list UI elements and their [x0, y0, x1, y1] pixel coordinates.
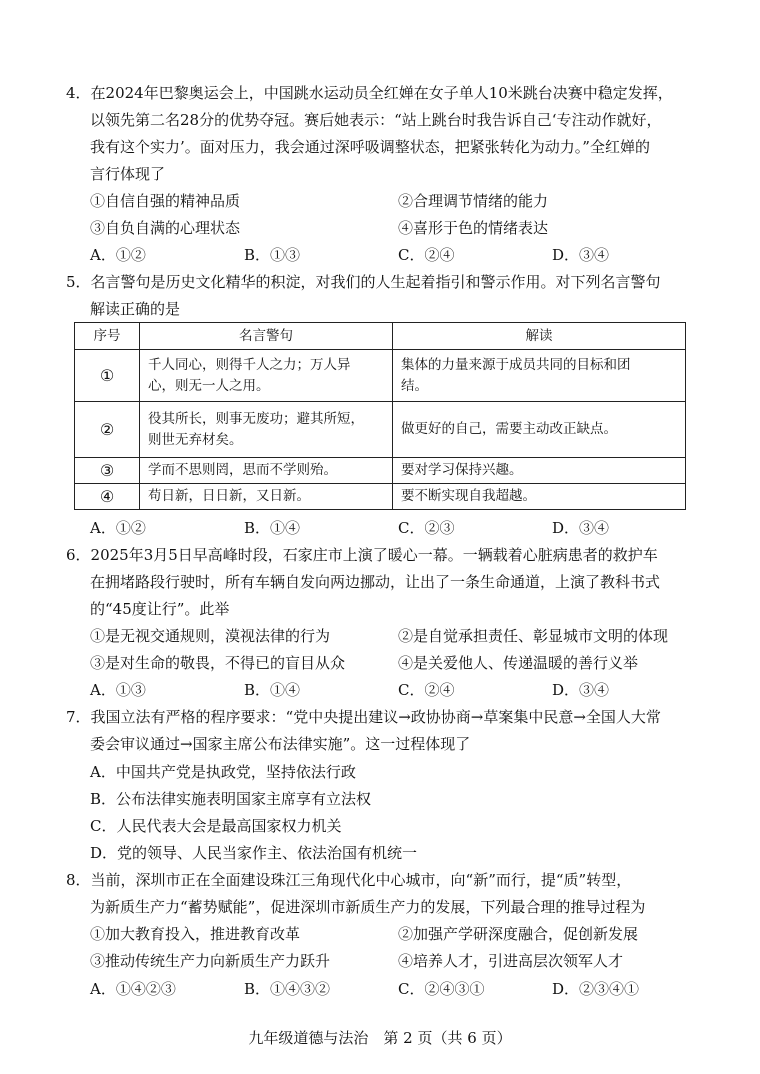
interpretation-line: 要不断实现自我超越。 [401, 488, 536, 504]
quote-line: 苟日新，日日新，又日新。 [148, 488, 310, 504]
q8-option-a: A．①④②③ [90, 980, 176, 998]
row-interpretation [393, 484, 686, 510]
q6-option-a: A．①③ [90, 681, 146, 699]
q8-stem-line-2: 为新质生产力“蓄势赋能”，促进深圳市新质生产力的发展，下列最合理的推导过程为 [90, 898, 646, 916]
interpretation-line: 要对学习保持兴趣。 [401, 462, 523, 478]
q4-option-c: C．②④ [398, 246, 455, 264]
q8-item-3: ③推动传统生产力向新质生产力跃升 [90, 952, 331, 970]
header-number: 序号 [75, 323, 140, 350]
q7-option-b: B．公布法律实施表明国家主席享有立法权 [90, 790, 372, 808]
row-quote [140, 350, 393, 402]
interpretation-line: 集体的力量来源于成员共同的目标和团 [401, 356, 631, 373]
quote-line: 役其所长，则事无废功；避其所短， [148, 410, 364, 427]
q7-option-c: C．人民代表大会是最高国家权力机关 [90, 817, 342, 835]
q8-option-c: C．②④③① [398, 980, 485, 998]
q6-item-4: ④是关爱他人、传递温暖的善行义举 [398, 654, 639, 672]
q4-option-d: D．③④ [552, 246, 610, 264]
q4-item-1: ①自信自强的精神品质 [90, 192, 241, 210]
q6-stem-line-2: 在拥堵路段行驶时，所有车辆自发向两边挪动，让出了一条生命通道，上演了教科书式 [90, 573, 661, 591]
q8-stem-line-1: 8．当前，深圳市正在全面建设珠江三角现代化中心城市，向“新”而行，提“质”转型， [66, 871, 632, 889]
q4-item-3: ③自负自满的心理状态 [90, 219, 241, 237]
q5-option-b: B．①④ [244, 519, 301, 537]
q4-stem-line-4: 言行体现了 [90, 165, 166, 183]
quote-line: 心，则无一人之用。 [148, 377, 270, 394]
q7-stem-line-2: 委会审议通过→国家主席公布法律实施”。这一过程体现了 [90, 735, 471, 753]
row-interpretation [393, 350, 686, 402]
q5-option-d: D．③④ [552, 519, 610, 537]
table-header-row [75, 323, 686, 350]
q4-option-b: B．①③ [244, 246, 301, 264]
interpretation-line: 结。 [401, 377, 428, 394]
page-footer: 九年级道德与法治 第 2 页（共 6 页） [248, 1029, 512, 1047]
row-number: ② [75, 402, 140, 458]
table-row [75, 402, 686, 458]
q7-option-d: D．党的领导、人民当家作主、依法治国有机统一 [90, 844, 418, 862]
quotes-table [74, 322, 686, 510]
q4-item-4: ④喜形于色的情绪表达 [398, 219, 549, 237]
q5-stem-line-1: 5．名言警句是历史文化精华的积淀，对我们的人生起着指引和警示作用。对下列名言警句 [66, 273, 661, 291]
q4-stem-line-1: 4．在2024年巴黎奥运会上，中国跳水运动员全红婵在女子单人10米跳台决赛中稳定发挥， [66, 84, 673, 102]
row-quote [140, 458, 393, 484]
header-interpretation: 解读 [393, 323, 686, 350]
q6-option-b: B．①④ [244, 681, 301, 699]
row-number: ④ [75, 484, 140, 510]
row-interpretation [393, 458, 686, 484]
q8-option-d: D．②③④① [552, 980, 640, 998]
quote-line: 则世无弃材矣。 [148, 431, 243, 448]
row-interpretation [393, 402, 686, 458]
row-number: ③ [75, 458, 140, 484]
quote-line: 学而不思则罔，思而不学则殆。 [148, 462, 337, 478]
row-quote [140, 402, 393, 458]
interpretation-line: 做更好的自己，需要主动改正缺点。 [401, 421, 617, 437]
q5-stem-line-2: 解读正确的是 [90, 300, 181, 318]
q6-stem-line-3: 的“45度让行”。此举 [90, 600, 230, 618]
q6-stem-line-1: 6．2025年3月5日早高峰时段，石家庄市上演了暖心一幕。一辆载着心脏病患者的救护车 [66, 546, 658, 564]
header-quote: 名言警句 [140, 323, 393, 350]
q6-item-2: ②是自觉承担责任、彰显城市文明的体现 [398, 627, 669, 645]
q7-stem-line-1: 7．我国立法有严格的程序要求：“党中央提出建议→政协协商→草案集中民意→全国人大常 [66, 708, 661, 726]
row-number: ① [75, 350, 140, 402]
q8-item-1: ①加大教育投入，推进教育改革 [90, 925, 301, 943]
q6-item-1: ①是无视交通规则，漠视法律的行为 [90, 627, 331, 645]
table-row [75, 484, 686, 510]
q4-item-2: ②合理调节情绪的能力 [398, 192, 549, 210]
table-row [75, 350, 686, 402]
quote-line: 千人同心，则得千人之力；万人异 [148, 356, 351, 373]
table-row [75, 458, 686, 484]
q8-item-4: ④培养人才，引进高层次领军人才 [398, 952, 624, 970]
q6-option-d: D．③④ [552, 681, 610, 699]
q6-option-c: C．②④ [398, 681, 455, 699]
q5-option-a: A．①② [90, 519, 146, 537]
row-quote [140, 484, 393, 510]
q4-option-a: A．①② [90, 246, 146, 264]
q6-item-3: ③是对生命的敬畏，不得已的盲目从众 [90, 654, 346, 672]
q8-option-b: B．①④③② [244, 980, 331, 998]
q4-stem-line-3: 我有这个实力’。面对压力，我会通过深呼吸调整状态，把紧张转化为动力。”全红婵的 [90, 138, 650, 156]
q5-option-c: C．②③ [398, 519, 455, 537]
q8-item-2: ②加强产学研深度融合，促创新发展 [398, 925, 639, 943]
q4-stem-line-2: 以领先第二名28分的优势夺冠。赛后她表示：“站上跳台时我告诉自己‘专注动作就好， [90, 111, 662, 129]
q7-option-a: A．中国共产党是执政党，坚持依法行政 [90, 763, 356, 781]
